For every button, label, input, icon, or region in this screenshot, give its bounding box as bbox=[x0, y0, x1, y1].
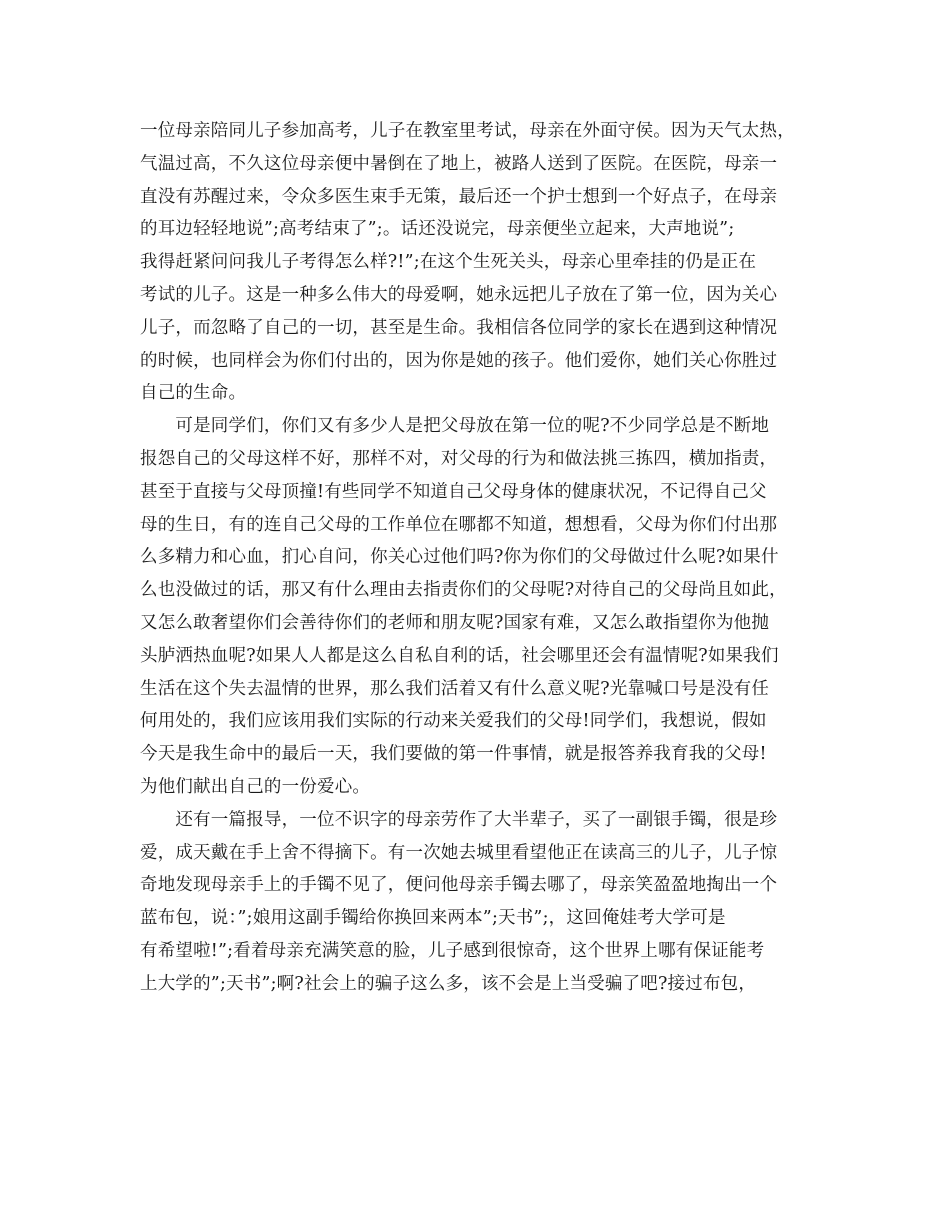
text-line: 自己的生命。 bbox=[140, 383, 247, 404]
text-line: 生活在这个失去温情的世界，那么我们活着又有什么意义呢?光靠喊口号是没有任 bbox=[140, 678, 770, 699]
text-line: 我得赶紧问问我儿子考得怎么样?!”;在这个生死关头，母亲心里牵挂的仍是正在 bbox=[140, 252, 757, 273]
text-line: 考试的儿子。这是一种多么伟大的母爱啊，她永远把儿子放在了第一位，因为关心 bbox=[140, 284, 778, 305]
text-line: 有希望啦!”;看着母亲充满笑意的脸，儿子感到很惊奇，这个世界上哪有保证能考 bbox=[140, 940, 765, 961]
text-line: 么多精力和心血，扪心自问，你关心过他们吗?你为你们的父母做过什么呢?如果什 bbox=[140, 547, 779, 568]
text-line: 气温过高，不久这位母亲便中暑倒在了地上，被路人送到了医院。在医院，母亲一 bbox=[140, 153, 778, 174]
text-line: 蓝布包，说：”;娘用这副手镯给你换回来两本”;天书”;，这回俺娃考大学可是 bbox=[140, 908, 726, 929]
text-line: 的耳边轻轻地说”;高考结束了”;。话还没说完，母亲便坐立起来，大声地说”; bbox=[140, 219, 735, 240]
paragraph-3 bbox=[140, 804, 810, 1001]
text-line: 可是同学们，你们又有多少人是把父母放在第一位的呢?不少同学总是不断地 bbox=[140, 416, 770, 437]
text-line: 何用处的，我们应该用我们实际的行动来关爱我们的父母!同学们，我想说，假如 bbox=[140, 711, 767, 732]
text-line: 甚至于直接与父母顶撞!有些同学不知道自己父母身体的健康状况，不记得自己父 bbox=[140, 481, 767, 502]
text-line: 么也没做过的话，那又有什么理由去指责你们的父母呢?对待自己的父母尚且如此， bbox=[140, 580, 787, 601]
text-line: 又怎么敢奢望你们会善待你们的老师和朋友呢?国家有难，又怎么敢指望你为他抛 bbox=[140, 612, 770, 633]
paragraph-2 bbox=[140, 410, 810, 804]
text-line: 报怨自己的父母这样不好，那样不对，对父母的行为和做法挑三拣四，横加指责， bbox=[140, 448, 778, 469]
text-line: 母的生日，有的连自己父母的工作单位在哪都不知道，想想看，父母为你们付出那 bbox=[140, 514, 778, 535]
paragraph-1 bbox=[140, 115, 810, 410]
text-line: 为他们献出自己的一份爱心。 bbox=[140, 776, 371, 797]
text-line: 儿子，而忽略了自己的一切，甚至是生命。我相信各位同学的家长在遇到这种情况 bbox=[140, 317, 778, 338]
text-line: 的时候，也同样会为你们付出的，因为你是她的孩子。他们爱你，她们关心你胜过 bbox=[140, 350, 778, 371]
text-line: 今天是我生命中的最后一天，我们要做的第一件事情，就是报答养我育我的父母! bbox=[140, 744, 767, 765]
text-line: 一位母亲陪同儿子参加高考，儿子在教室里考试，母亲在外面守侯。因为天气太热， bbox=[140, 121, 795, 141]
text-line: 上大学的”;天书”;啊?社会上的骗子这么多，该不会是上当受骗了吧?接过布包， bbox=[140, 973, 757, 994]
document-body bbox=[140, 115, 810, 1001]
text-line: 还有一篇报导，一位不识字的母亲劳作了大半辈子，买了一副银手镯，很是珍 bbox=[140, 809, 778, 830]
text-line: 头胪洒热血呢?如果人人都是这么自私自利的话，社会哪里还会有温情呢?如果我们 bbox=[140, 645, 779, 666]
text-line: 奇地发现母亲手上的手镯不见了，便问他母亲手镯去哪了，母亲笑盈盈地掏出一个 bbox=[140, 875, 778, 896]
text-line: 爱，成天戴在手上舍不得摘下。有一次她去城里看望他正在读高三的儿子，儿子惊 bbox=[140, 842, 778, 863]
text-line: 直没有苏醒过来，令众多医生束手无策，最后还一个护士想到一个好点子，在母亲 bbox=[140, 186, 778, 207]
